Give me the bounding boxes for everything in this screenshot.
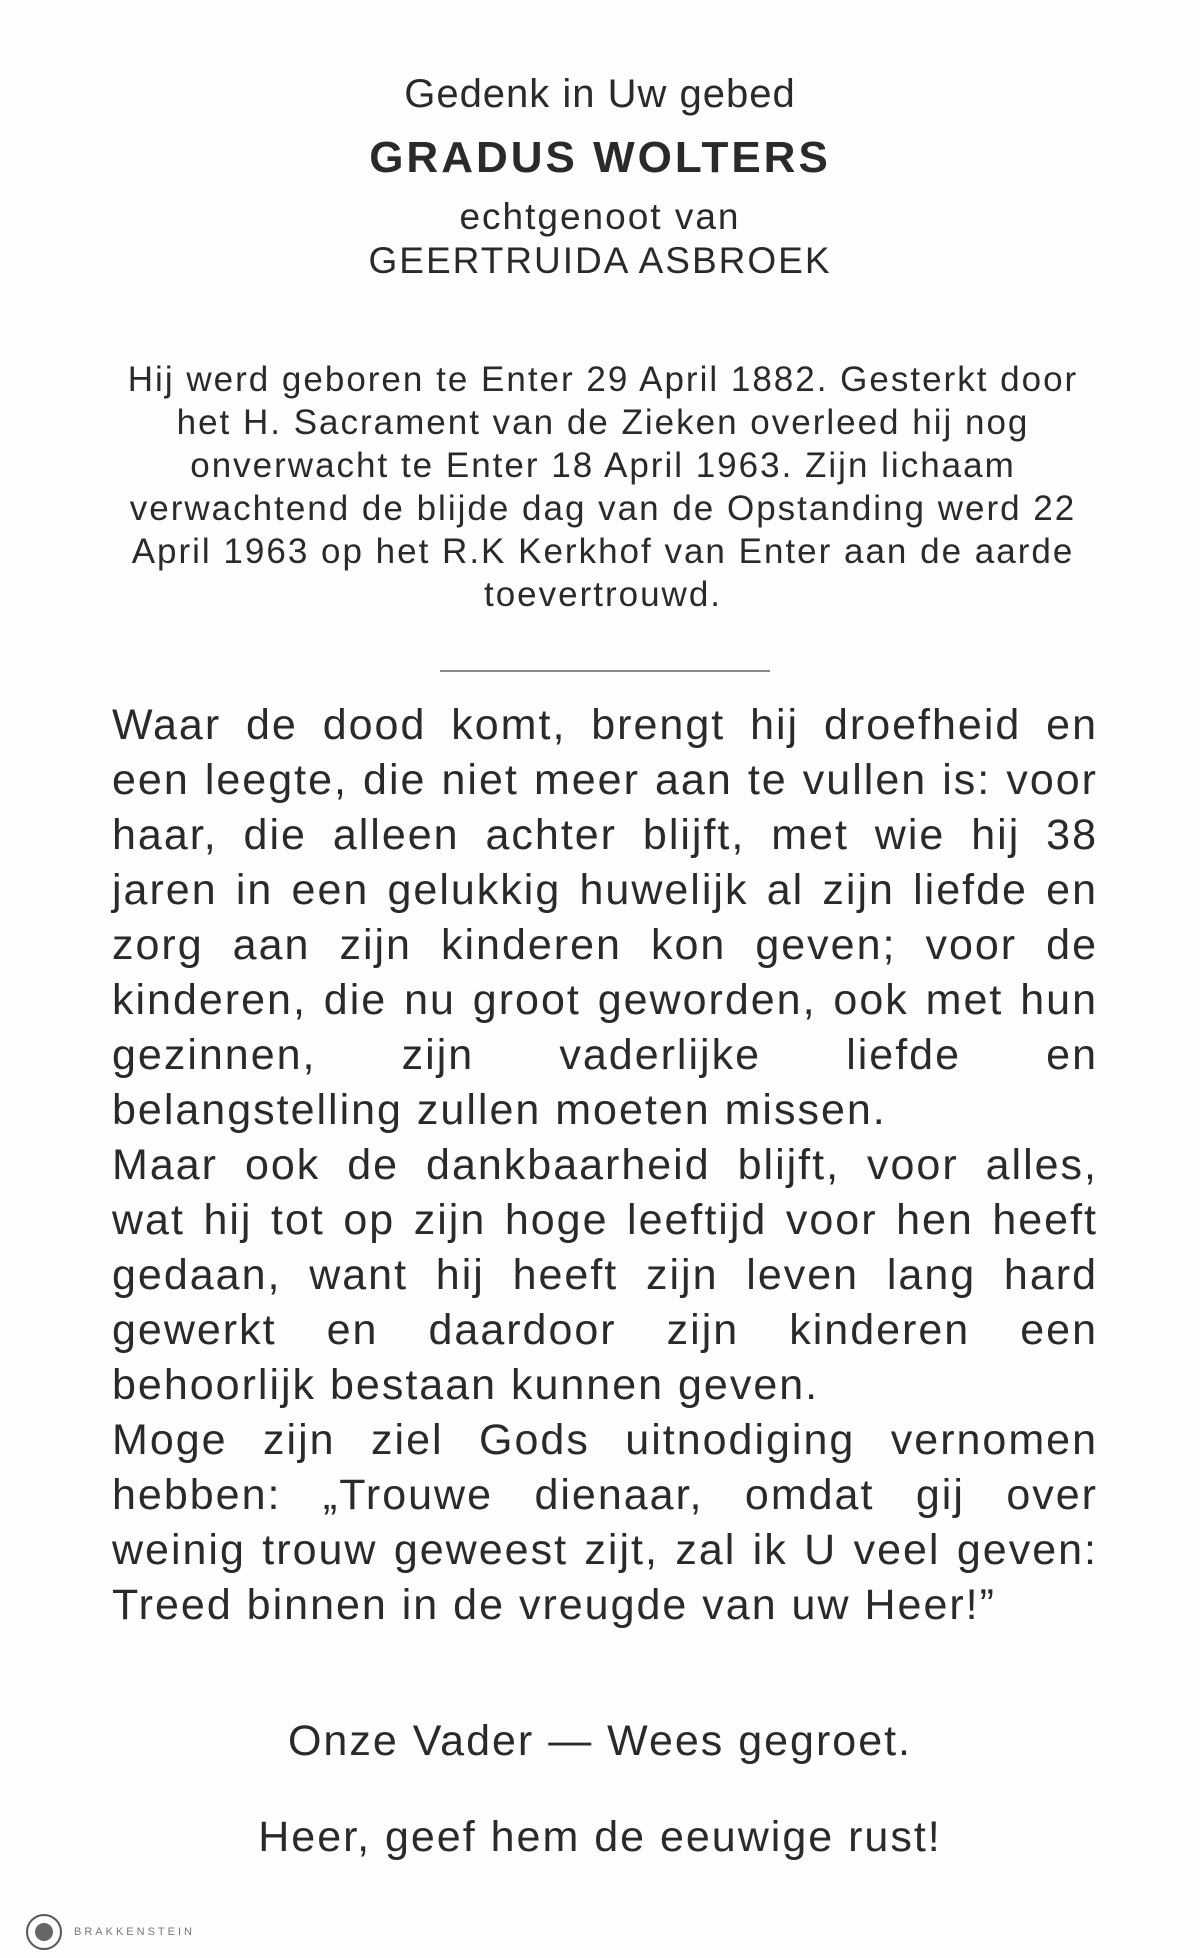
intro-line: Gedenk in Uw gebed	[404, 72, 796, 116]
paragraph-gratitude: Maar ook de dankbaarheid blijft, voor alles, wat hij tot op zijn hoge leeftijd voor hen heeft gedaan, want hij heeft zijn leven lang hard gewerkt en daardoor zijn kinderen een behoorlijk bestaan kunnen geven.	[112, 1141, 1098, 1409]
printer-logo-icon	[24, 1912, 64, 1952]
printer-name: BRAKKENSTEIN	[74, 1926, 195, 1938]
paragraph-grief: Waar de dood komt, brengt hij droefheid en een leegte, die niet meer aan te vullen is: voor haar, die alleen achter blijft, met wie hij 38 jaren in een gelukkig huwelijk al zijn liefde en zorg aan zijn kinderen kon geven; voor de kinderen, die nu groot geworden, ook met hun gezinnen, zijn vaderlijke liefde en belangstelling zullen moeten missen.	[112, 701, 1098, 1134]
biography: Hij werd geboren te Enter 29 April 1882. Gesterkt door het H. Sacrament van de Zieken overleed hij nog onverwacht te Enter 18 April 1963. Zijn lichaam verwachtend de blijde dag van de Opstanding werd 22 April 1963 op het R.K Kerkhof van Enter aan de aarde toevertrouwd.	[127, 360, 1079, 614]
deceased-name: GRADUS WOLTERS	[369, 133, 831, 182]
divider	[440, 670, 770, 672]
spouse-prefix: echtgenoot van	[459, 196, 741, 237]
paragraph-invitation: Moge zijn ziel Gods uitnodiging vernomen hebben: „Trouwe dienaar, omdat gij over weinig trouw geweest zijt, zal ik U veel geven: Treed binnen in de vreugde van uw Heer!”	[112, 1416, 1098, 1629]
memorial-text	[112, 698, 1098, 1633]
spouse-name: GEERTRUIDA ASBROEK	[368, 240, 832, 281]
prayer-line: Onze Vader — Wees gegroet.	[287, 1717, 913, 1765]
rest-prayer: Heer, geef hem de eeuwige rust!	[258, 1813, 942, 1861]
printer-mark	[24, 1912, 195, 1952]
